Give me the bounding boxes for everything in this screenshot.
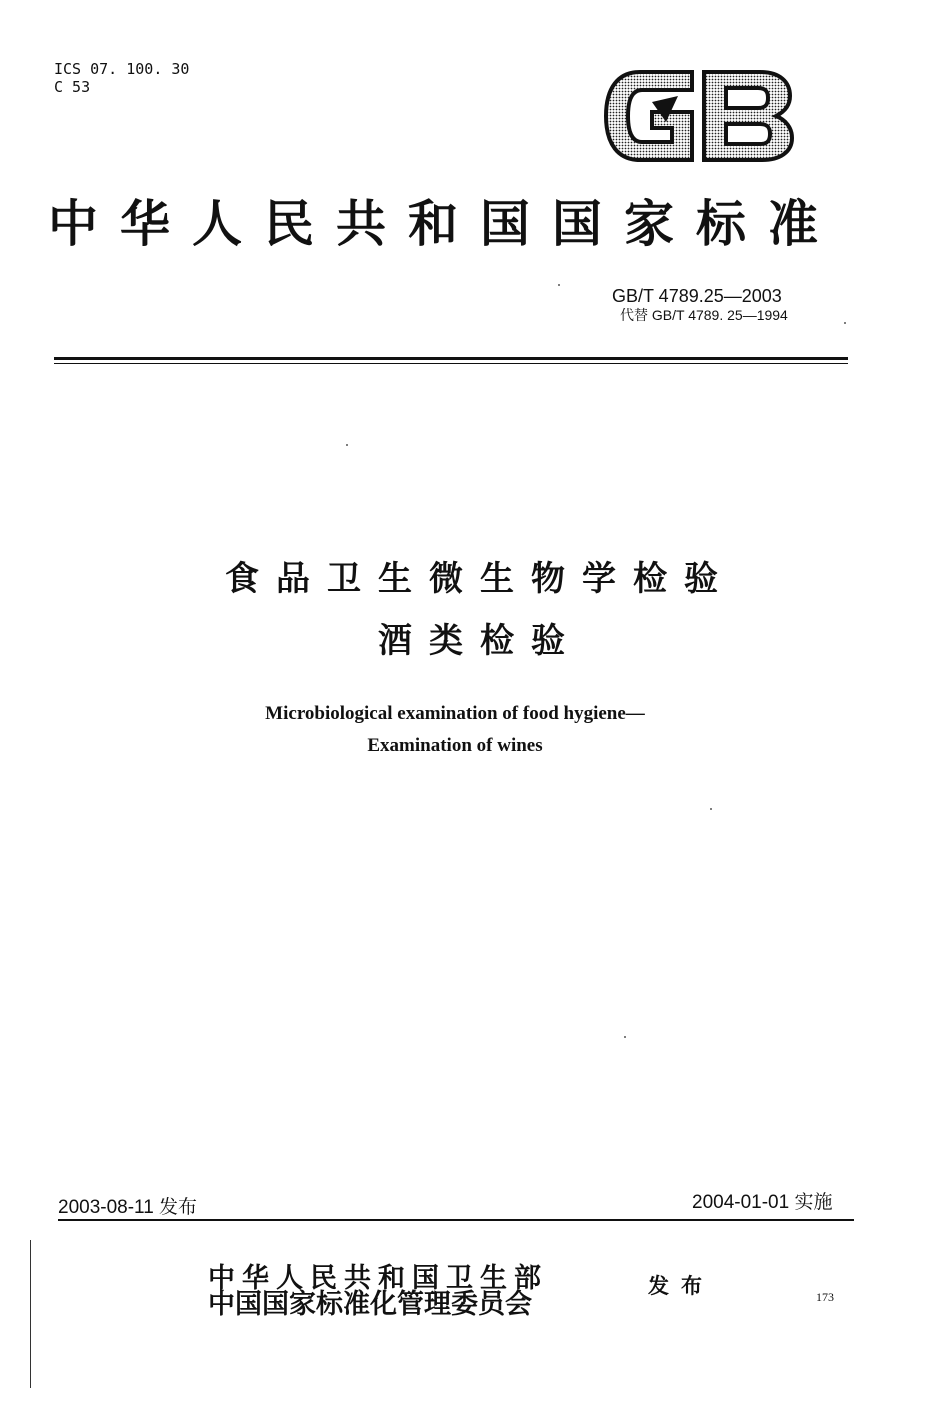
ccs-code: C 53 bbox=[54, 78, 91, 96]
issue-date: 2003-08-11 发布 bbox=[58, 1197, 198, 1218]
page-number: 173 bbox=[816, 1290, 834, 1304]
issuer-standardization-administration: 中国国家标准化管理委员会 bbox=[208, 1289, 532, 1320]
scan-speck bbox=[346, 444, 348, 446]
binding-edge-line bbox=[30, 1240, 31, 1388]
document-title-cn-line2: 酒类检验 bbox=[378, 621, 582, 661]
document-title-cn-line1: 食品卫生微生物学检验 bbox=[225, 559, 735, 599]
issuer-ministry-of-health: 中华人民共和国卫生部 bbox=[208, 1263, 548, 1294]
ics-code: ICS 07. 100. 30 bbox=[54, 60, 190, 78]
logo-letter-b bbox=[704, 72, 792, 160]
classification-codes bbox=[54, 60, 189, 96]
document-title-en-line1: Microbiological examination of food hygiene— bbox=[265, 703, 645, 724]
scan-speck bbox=[624, 1036, 626, 1038]
standard-number: GB/T 4789.25—2003 bbox=[612, 286, 782, 306]
header-divider bbox=[54, 357, 848, 360]
scan-speck bbox=[844, 322, 846, 324]
gb-logo bbox=[600, 66, 796, 166]
scan-speck bbox=[558, 284, 560, 286]
implementation-date: 2004-01-01 实施 bbox=[692, 1192, 833, 1213]
logo-letter-g bbox=[606, 72, 692, 160]
footer-divider bbox=[58, 1219, 854, 1221]
publish-label: 发布 bbox=[648, 1274, 714, 1298]
replaces-standard: 代替 GB/T 4789. 25—1994 bbox=[620, 307, 788, 323]
national-standard-title: 中华人民共和国国家标准 bbox=[48, 194, 840, 253]
header-divider-thin bbox=[54, 363, 848, 364]
document-title-en-line2: Examination of wines bbox=[367, 735, 543, 756]
scan-speck bbox=[710, 808, 712, 810]
